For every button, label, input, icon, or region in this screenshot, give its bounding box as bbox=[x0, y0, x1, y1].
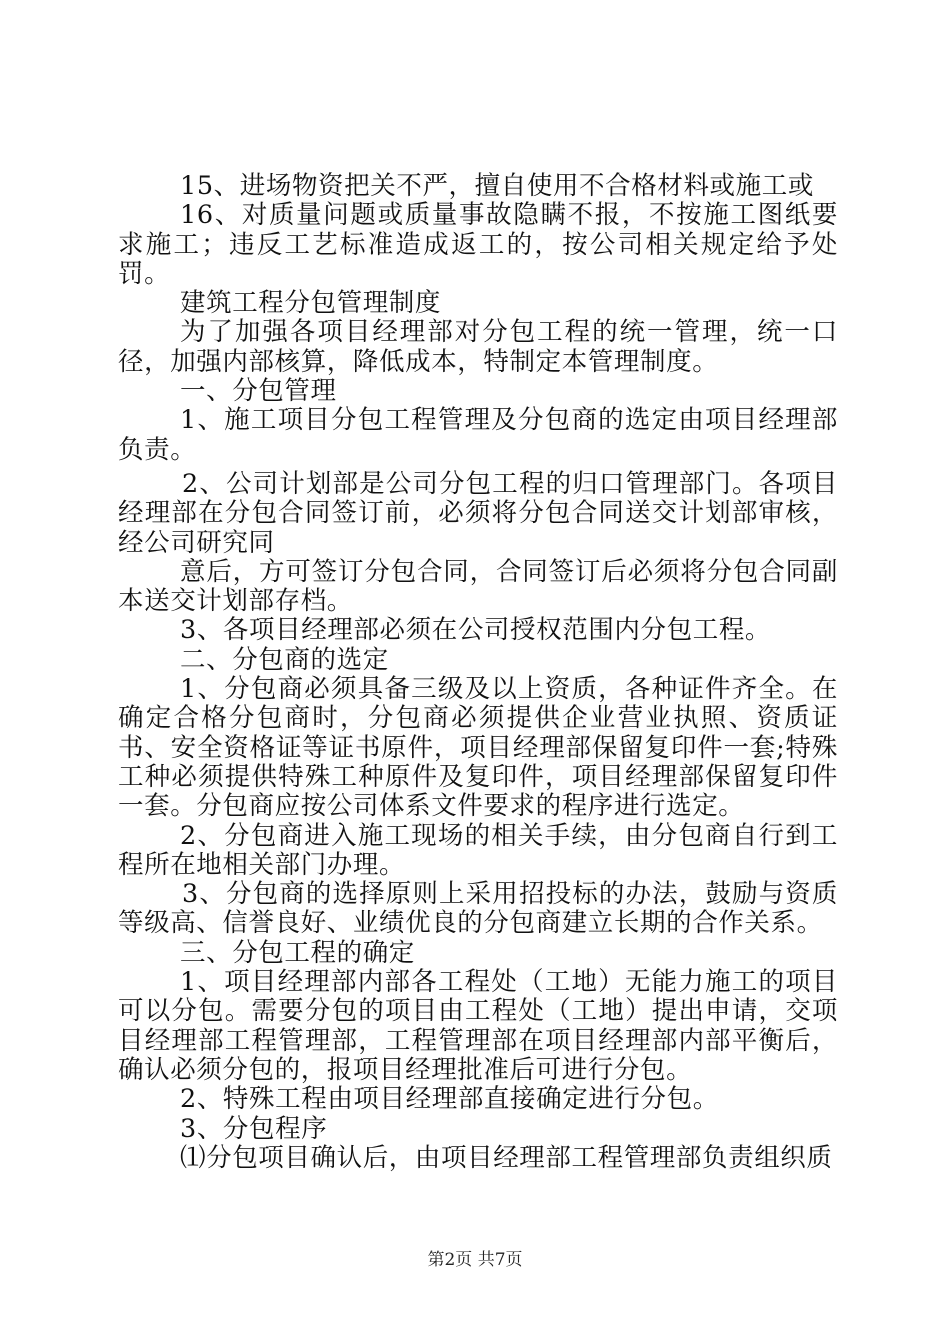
paragraph: 2、公司计划部是公司分包工程的归口管理部门。各项目经理部在分包合同签订前，必须将分包合同送交计划部审核，经公司研究同 bbox=[118, 468, 838, 558]
section-heading: 一、分包管理 bbox=[180, 376, 337, 407]
paragraph: 3、分包商的选择原则上采用招投标的办法，鼓励与资质等级高、信誉良好、业绩优良的分包商建立长期的合作关系。 bbox=[118, 879, 838, 939]
paragraph: 3、分包程序 bbox=[180, 1113, 328, 1144]
paragraph: 3、各项目经理部必须在公司授权范围内分包工程。 bbox=[180, 615, 772, 646]
paragraph: 意后，方可签订分包合同，合同签订后必须将分包合同副本送交计划部存档。 bbox=[118, 556, 838, 617]
paragraph: 16、对质量问题或质量事故隐瞒不报，不按施工图纸要求施工；违反工艺标准造成返工的，按公司相关规定给予处罚。 bbox=[118, 200, 838, 289]
page-number-footer: 第2页 共7页 bbox=[427, 1250, 523, 1270]
paragraph: ⑴分包项目确认后，由项目经理部工程管理部负责组织质 bbox=[180, 1142, 833, 1173]
section-heading: 二、分包商的选定 bbox=[180, 644, 389, 675]
paragraph: 为了加强各项目经理部对分包工程的统一管理，统一口径，加强内部核算，降低成本，特制定本管理制度。 bbox=[118, 317, 838, 377]
paragraph: 15、进场物资把关不严，擅自使用不合格材料或施工或 bbox=[180, 171, 814, 201]
section-title: 建筑工程分包管理制度 bbox=[180, 288, 442, 319]
paragraph: 1、分包商必须具备三级及以上资质，各种证件齐全。在确定合格分包商时，分包商必须提供企业营业执照、资质证书、安全资格证等证书原件，项目经理部保留复印件一套;特殊工种必须提供特殊工种原件及复印件，项目经理部保留复印件一套。分包商应按公司体系文件要求的程序进行选定。 bbox=[118, 674, 838, 822]
paragraph: 2、分包商进入施工现场的相关手续，由分包商自行到工程所在地相关部门办理。 bbox=[118, 820, 838, 880]
paragraph: 1、施工项目分包工程管理及分包商的选定由项目经理部负责。 bbox=[118, 405, 838, 465]
document-body bbox=[118, 172, 838, 1173]
section-heading: 三、分包工程的确定 bbox=[180, 937, 415, 968]
paragraph: 2、特殊工程由项目经理部直接确定进行分包。 bbox=[180, 1084, 719, 1115]
paragraph: 1、项目经理部内部各工程处（工地）无能力施工的项目可以分包。需要分包的项目由工程处（工地）提出申请，交项目经理部工程管理部，工程管理部在项目经理部内部平衡后，确认必须分包的，报项目经理批准后可进行分包。 bbox=[118, 967, 838, 1085]
